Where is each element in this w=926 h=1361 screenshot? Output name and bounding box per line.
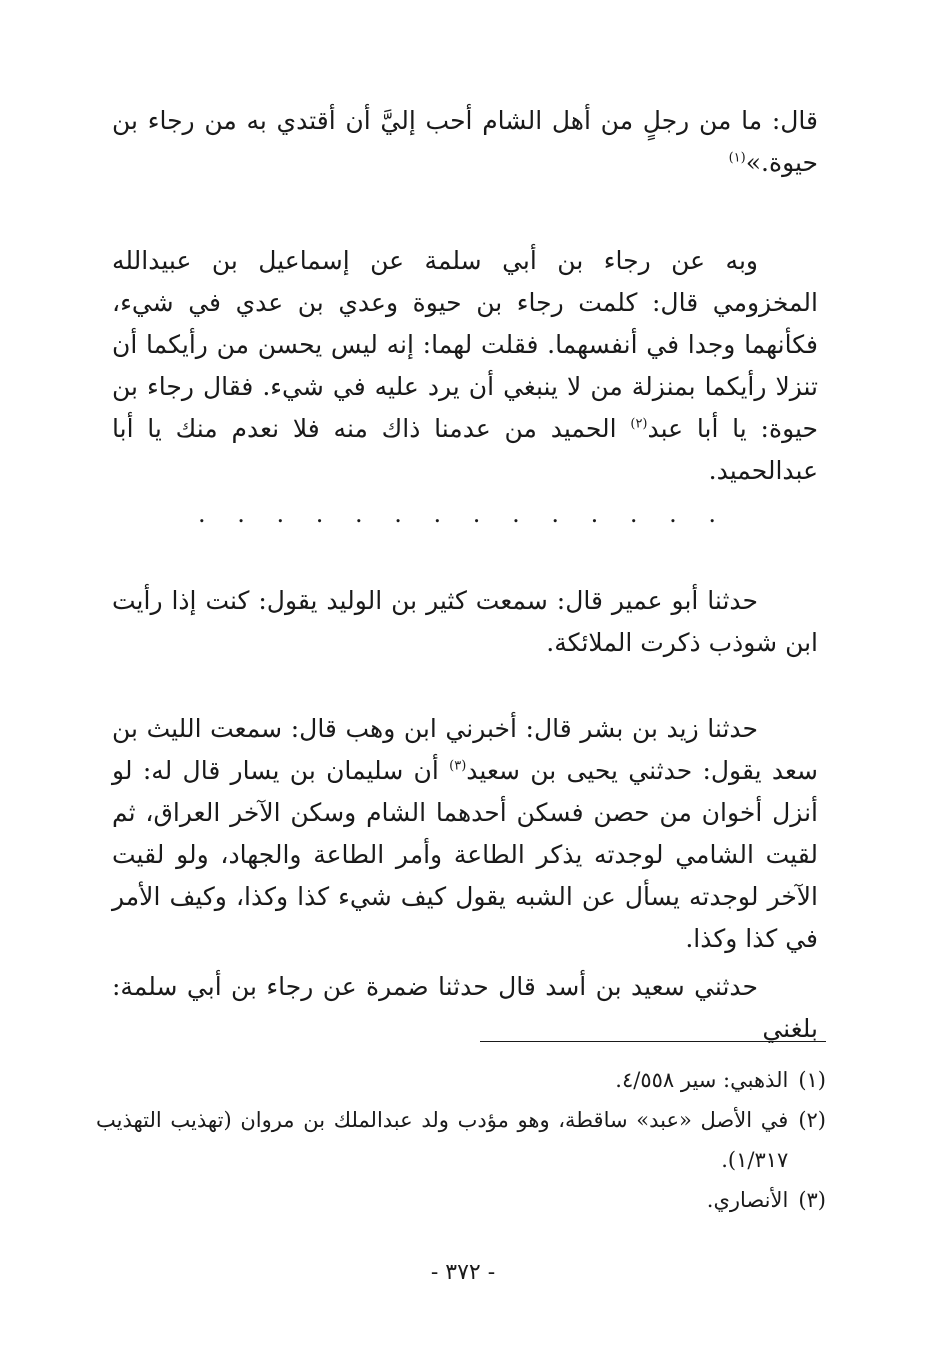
footnote-3: [96, 1180, 826, 1220]
footnote-ref-2: (٢): [630, 416, 648, 432]
section-separator: . . . . . . . . . . . . . .: [198, 500, 728, 528]
footnote-number: (١): [798, 1068, 826, 1092]
paragraph-4-text-start: حدثنا زيد بن بشر قال: أخبرني ابن وهب قال: سمعت الليث بن سعد يقول: حدثني يحيى بن سعيد: [112, 714, 818, 785]
footnotes: [96, 1060, 826, 1220]
paragraph-3-text: حدثنا أبو عمير قال: سمعت كثير بن الوليد يقول: كنت إذا رأيت ابن شوذب ذكرت الملائكة.: [112, 586, 818, 657]
paragraph-2: [112, 240, 818, 492]
paragraph-4: [112, 708, 818, 960]
footnote-number: (٣): [798, 1188, 826, 1212]
footnote-text: في الأصل «عبد» ساقطة، وهو مؤدب ولد عبدالملك بن مروان (تهذيب التهذيب ١/٣١٧).: [96, 1108, 789, 1172]
paragraph-2-text-start: وبه عن رجاء بن أبي سلمة عن إسماعيل بن عبيدالله المخزومي قال: كلمت رجاء بن حيوة وعدي بن عدي في شيء، فكأنهما وجدا في أنفسهما. فقلت لهما: إنه ليس يحسن من رأيكما أن تنزلا رأيكما بمنزلة من لا ينبغي أن يرد عليه في شيء. فقال رجاء بن حيوة: يا أبا عبد: [112, 246, 818, 443]
paragraph-5: [112, 966, 818, 1050]
paragraph-4-text-end: أن سليمان بن يسار قال له: لو أنزل أخوان من حصن فسكن أحدهما الشام وسكن الآخر العراق، ثم لقيت الشامي لوجدته يذكر الطاعة وأمر الطاعة والجهاد، ولو لقيت الآخر لوجدته يسأل عن الشبه يقول كيف شيء كذا وكذا، وكيف الأمر في كذا وكذا.: [112, 756, 818, 953]
footnote-divider: [480, 1041, 826, 1042]
paragraph-5-text: حدثني سعيد بن أسد قال حدثنا ضمرة عن رجاء بن أبي سلمة: بلغني: [112, 972, 818, 1043]
paragraph-3: [112, 580, 818, 664]
footnote-ref-3: (٣): [449, 758, 467, 774]
footnote-text: الذهبي: سير ٤/٥٥٨.: [615, 1068, 789, 1092]
page-number: - ٣٧٢ -: [430, 1260, 496, 1285]
footnote-2: [96, 1100, 826, 1180]
paragraph-2-text-end: الحميد من عدمنا ذاك منه فلا نعدم منك يا أبا عبدالحميد.: [112, 414, 818, 485]
paragraph-1-text: قال: ما من رجلٍ من أهل الشام أحب إليَّ أن أقتدي به من رجاء بن حيوة.»: [112, 106, 818, 177]
footnote-number: (٢): [798, 1108, 826, 1132]
footnote-ref-1: (١): [728, 150, 746, 166]
paragraph-1: [112, 100, 818, 184]
footnote-1: [96, 1060, 826, 1100]
footnote-text: الأنصاري.: [706, 1188, 789, 1212]
